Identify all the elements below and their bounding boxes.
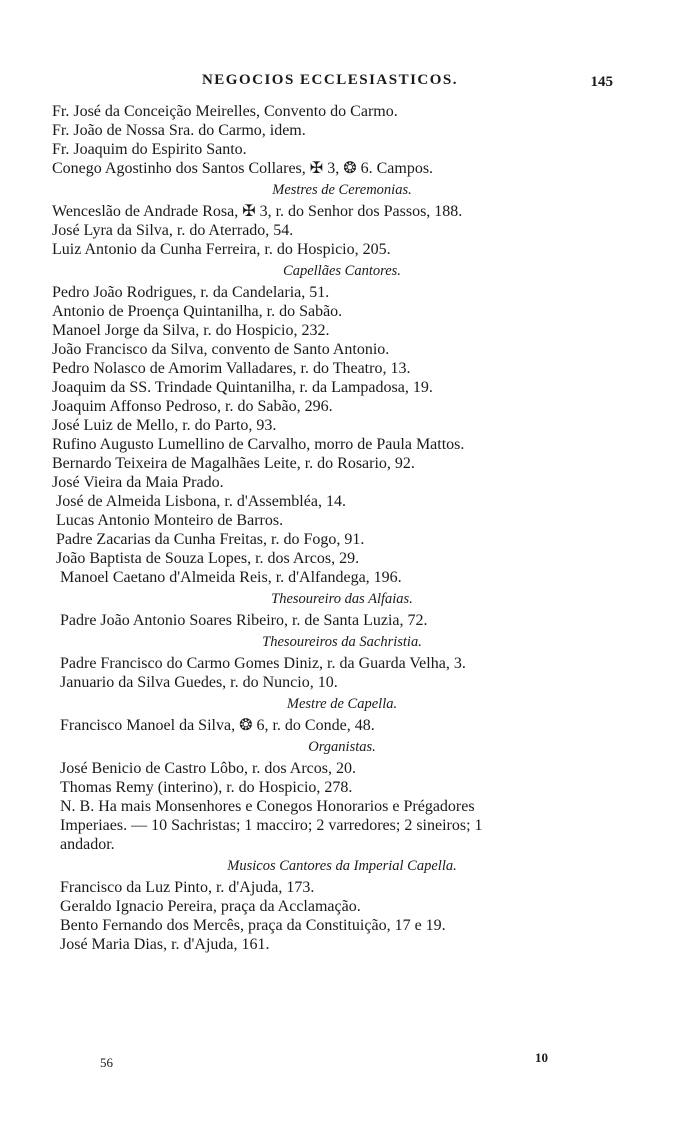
section-heading: Thesoureiros da Sachristia. <box>262 634 422 650</box>
text-line: Wenceslão de Andrade Rosa, ✠ 3, r. do Senhor dos Passos, 188. <box>52 203 463 220</box>
text-line: José Vieira da Maia Prado. <box>52 474 224 491</box>
section-heading: Musicos Cantores da Imperial Capella. <box>227 858 457 874</box>
text-line: João Francisco da Silva, convento de Santo Antonio. <box>52 341 390 358</box>
text-line: José Lyra da Silva, r. do Aterrado, 54. <box>52 222 294 239</box>
text-line: Padre Francisco do Carmo Gomes Diniz, r. da Guarda Velha, 3. <box>60 655 466 672</box>
text-line: N. B. Ha mais Monsenhores e Conegos Honorarios e Prégadores <box>60 798 475 815</box>
text-line: Padre João Antonio Soares Ribeiro, r. de Santa Luzia, 72. <box>60 612 428 629</box>
page-number: 145 <box>590 74 613 90</box>
text-line: Joaquim Affonso Pedroso, r. do Sabão, 296. <box>52 398 333 415</box>
text-line: Bento Fernando dos Mercês, praça da Constituição, 17 e 19. <box>60 917 446 934</box>
text-line: José Maria Dias, r. d'Ajuda, 161. <box>60 936 270 953</box>
page-title: NEGOCIOS ECCLESIASTICOS. <box>201 72 459 88</box>
text-line: Imperiaes. — 10 Sachristas; 1 macciro; 2 varredores; 2 sineiros; 1 <box>60 817 483 834</box>
text-line: Joaquim da SS. Trindade Quintanilha, r. da Lampadosa, 19. <box>52 379 433 396</box>
document-body <box>52 102 632 954</box>
text-line: Francisco Manoel da Silva, ❂ 6, r. do Conde, 48. <box>60 717 375 734</box>
text-line: Padre Zacarias da Cunha Freitas, r. do Fogo, 91. <box>56 531 365 548</box>
text-line: Bernardo Teixeira de Magalhães Leite, r. do Rosario, 92. <box>52 455 415 472</box>
section-heading: Mestres de Ceremonias. <box>272 182 412 198</box>
sheet-number: 10 <box>535 1050 548 1065</box>
text-line: Fr. João de Nossa Sra. do Carmo, idem. <box>52 122 306 139</box>
section-heading: Thesoureiro das Alfaias. <box>271 591 413 607</box>
text-line: Fr. Joaquim do Espirito Santo. <box>52 141 247 158</box>
text-line: Antonio de Proença Quintanilha, r. do Sabão. <box>52 303 343 320</box>
section-heading: Mestre de Capella. <box>286 696 398 712</box>
text-line: José Luiz de Mello, r. do Parto, 93. <box>52 417 277 434</box>
text-line: Francisco da Luz Pinto, r. d'Ajuda, 173. <box>60 879 315 896</box>
text-line: Rufino Augusto Lumellino de Carvalho, morro de Paula Mattos. <box>52 436 465 453</box>
text-line: João Baptista de Souza Lopes, r. dos Arcos, 29. <box>56 550 360 567</box>
text-line: José Benicio de Castro Lôbo, r. dos Arcos, 20. <box>60 760 356 777</box>
section-heading: Organistas. <box>308 739 376 755</box>
text-line: Fr. José da Conceição Meirelles, Convento do Carmo. <box>52 103 398 120</box>
text-line: Conego Agostinho dos Santos Collares, ✠ 3, ❂ 6. Campos. <box>52 160 434 177</box>
signature-mark: 56 <box>100 1055 113 1070</box>
text-line: José de Almeida Lisbona, r. d'Assembléa, 14. <box>56 493 346 510</box>
text-line: Geraldo Ignacio Pereira, praça da Acclamação. <box>60 898 361 915</box>
text-line: Januario da Silva Guedes, r. do Nuncio, 10. <box>60 674 338 691</box>
text-line: Pedro Nolasco de Amorim Valladares, r. do Theatro, 13. <box>52 360 411 377</box>
text-line: Luiz Antonio da Cunha Ferreira, r. do Hospicio, 205. <box>52 241 391 258</box>
text-line: andador. <box>60 836 115 853</box>
text-line: Thomas Remy (interino), r. do Hospicio, 278. <box>60 779 353 796</box>
text-line: Manoel Caetano d'Almeida Reis, r. d'Alfandega, 196. <box>60 569 402 586</box>
text-line: Lucas Antonio Monteiro de Barros. <box>56 512 284 529</box>
section-heading: Capellães Cantores. <box>283 263 401 279</box>
page-header <box>0 72 683 94</box>
text-line: Pedro João Rodrigues, r. da Candelaria, 51. <box>52 284 330 301</box>
text-line: Manoel Jorge da Silva, r. do Hospicio, 232. <box>52 322 330 339</box>
